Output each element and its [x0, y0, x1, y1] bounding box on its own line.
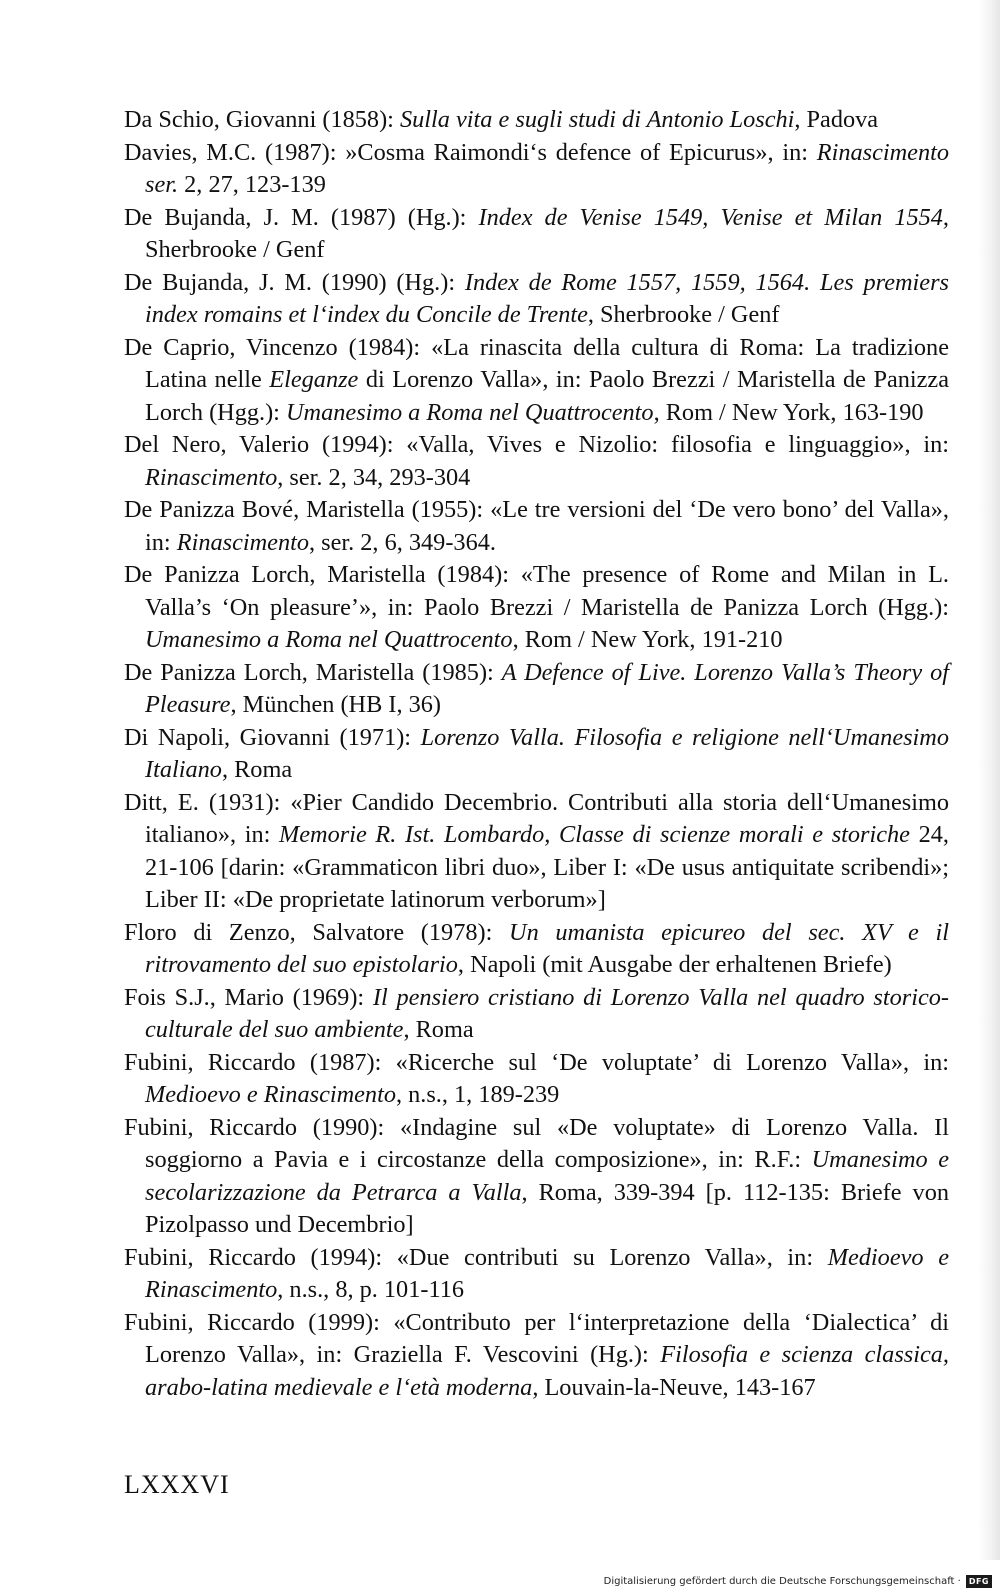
entry-title: Index de Rome 1557, 1559, 1564. Les premiers index romains et l‘index du Concile de Trente — [145, 268, 949, 328]
dfg-logo-icon: DFG — [966, 1575, 992, 1588]
entry-title: Il pensiero cristiano di Lorenzo Valla nel quadro storico-culturale del suo ambiente — [145, 983, 949, 1043]
entry-title: Un umanista epicureo del sec. XV e il ritrovamento del suo epistolario — [145, 918, 950, 978]
bibliography-entry: Floro di Zenzo, Salvatore (1978): Un umanista epicureo del sec. XV e il ritrovamento del suo epistolario, Napoli (mit Ausgabe der erhaltenen Briefe) — [124, 918, 950, 978]
entry-title: Memorie R. Ist. Lombardo, Classe di scienze morali e storiche — [279, 821, 910, 848]
bibliography-entry: De Panizza Bové, Maristella (1955): «Le tre versioni del ‘De vero bono’ del Valla», in: Rinascimento, ser. 2, 6, 349-364. — [124, 496, 949, 556]
entry-title: A Defence of Live. Lorenzo Valla’s Theory of Pleasure — [145, 658, 949, 718]
bibliography-list — [124, 104, 949, 1404]
entry-title: Index de Venise 1549, Venise et Milan 1554, — [478, 203, 949, 231]
entry-title: Lorenzo Valla. Filosofia e religione nell‘Umanesimo Italiano — [145, 723, 950, 783]
digitization-footer — [604, 1575, 992, 1588]
entry-title: Rinascimento — [176, 528, 309, 556]
bibliography-entry: Fubini, Riccardo (1987): «Ricerche sul ‘De voluptate’ di Lorenzo Valla», in: Medioevo e Rinascimento, n.s., 1, 189-239 — [124, 1048, 949, 1108]
entry-title: Umanesimo a Roma nel Quattrocento — [145, 626, 513, 653]
bibliography-entry: Ditt, E. (1931): «Pier Candido Decembrio. Contributi alla storia dell‘Umanesimo italiano», in: Memorie R. Ist. Lombardo, Classe di scienze morali e storiche 24, 21-106 [darin: «Grammaticon libri duo», Liber I: «De usus antiquitate scribendi»; Liber II: «De proprietate latinorum verborum»] — [124, 788, 949, 913]
entry-title: Filosofia e scienza classica, arabo-latina medievale e l‘età moderna — [145, 1341, 949, 1401]
bibliography-entry: Fubini, Riccardo (1990): «Indagine sul «De voluptate» di Lorenzo Valla. Il soggiorno a Pavia e i circostanze della composizione», in: R.F.: Umanesimo e secolarizzazione da Petrarca a Valla, Roma, 339-394 [p. 112-135: Briefe von Pizolpasso und Decembrio] — [124, 1113, 949, 1238]
bibliography-entry: De Panizza Lorch, Maristella (1984): «The presence of Rome and Milan in L. Valla’s ‘On pleasure’», in: Paolo Brezzi / Maristella de Panizza Lorch (Hgg.): Umanesimo a Roma nel Quattrocento, Rom / New York, 191-210 — [124, 561, 949, 653]
footer-credit-text: Digitalisierung gefördert durch die Deutsche Forschungsgemeinschaft · — [603, 1576, 961, 1587]
entry-title: Eleganze — [269, 366, 359, 393]
page-number: LXXXVI — [124, 1470, 230, 1499]
page-binding-shadow — [978, 0, 1000, 1560]
entry-title: Umanesimo e secolarizzazione da Petrarca a Valla — [145, 1146, 949, 1206]
bibliography-entry: Fubini, Riccardo (1999): «Contributo per l‘interpretazione della ‘Dialectica’ di Lorenzo Valla», in: Graziella F. Vescovini (Hg.): Filosofia e scienza classica, arabo-latina medievale e l‘età moderna, Louvain-la-Neuve, 143-167 — [124, 1308, 949, 1401]
entry-title: Sulla vita e sugli studi di Antonio Loschi — [400, 106, 795, 133]
bibliography-entry: Davies, M.C. (1987): »Cosma Raimondi‘s defence of Epicurus», in: Rinascimento ser. 2, 27, 123-139 — [124, 138, 949, 198]
entry-title: Umanesimo a Roma nel Quattrocento — [286, 398, 654, 426]
bibliography-entry: Del Nero, Valerio (1994): «Valla, Vives e Nizolio: filosofia e linguaggio», in: Rinascimento, ser. 2, 34, 293-304 — [124, 431, 949, 491]
entry-title: Medioevo e Rinascimento — [145, 1243, 949, 1303]
bibliography-entry: De Bujanda, J. M. (1990) (Hg.): Index de Rome 1557, 1559, 1564. Les premiers index romains et l‘index du Concile de Trente, Sherbrooke / Genf — [124, 268, 949, 328]
entry-title: Medioevo e Rinascimento — [145, 1081, 396, 1108]
bibliography-entry: De Panizza Lorch, Maristella (1985): A Defence of Live. Lorenzo Valla’s Theory of Pleasure, München (HB I, 36) — [124, 658, 949, 718]
bibliography-entry: Fubini, Riccardo (1994): «Due contributi su Lorenzo Valla», in: Medioevo e Rinascimento, n.s., 8, p. 101-116 — [124, 1243, 949, 1303]
bibliography-entry: Da Schio, Giovanni (1858): Sulla vita e sugli studi di Antonio Loschi, Padova — [124, 106, 879, 133]
entry-title: Rinascimento — [145, 463, 278, 491]
entry-title: Rinascimento ser. — [145, 138, 949, 198]
bibliography-entry: De Caprio, Vincenzo (1984): «La rinascita della cultura di Roma: La tradizione Latina nelle Eleganze di Lorenzo Valla», in: Paolo Brezzi / Maristella de Panizza Lorch (Hgg.): Umanesimo a Roma nel Quattrocento, Rom / New York, 163-190 — [124, 333, 949, 426]
bibliography-entry: Di Napoli, Giovanni (1971): Lorenzo Valla. Filosofia e religione nell‘Umanesimo Italiano, Roma — [124, 723, 950, 783]
bibliography-entry: Fois S.J., Mario (1969): Il pensiero cristiano di Lorenzo Valla nel quadro storico-culturale del suo ambiente, Roma — [124, 983, 949, 1043]
bibliography-entry: De Bujanda, J. M. (1987) (Hg.): Index de Venise 1549, Venise et Milan 1554, Sherbrooke / Genf — [124, 203, 949, 263]
